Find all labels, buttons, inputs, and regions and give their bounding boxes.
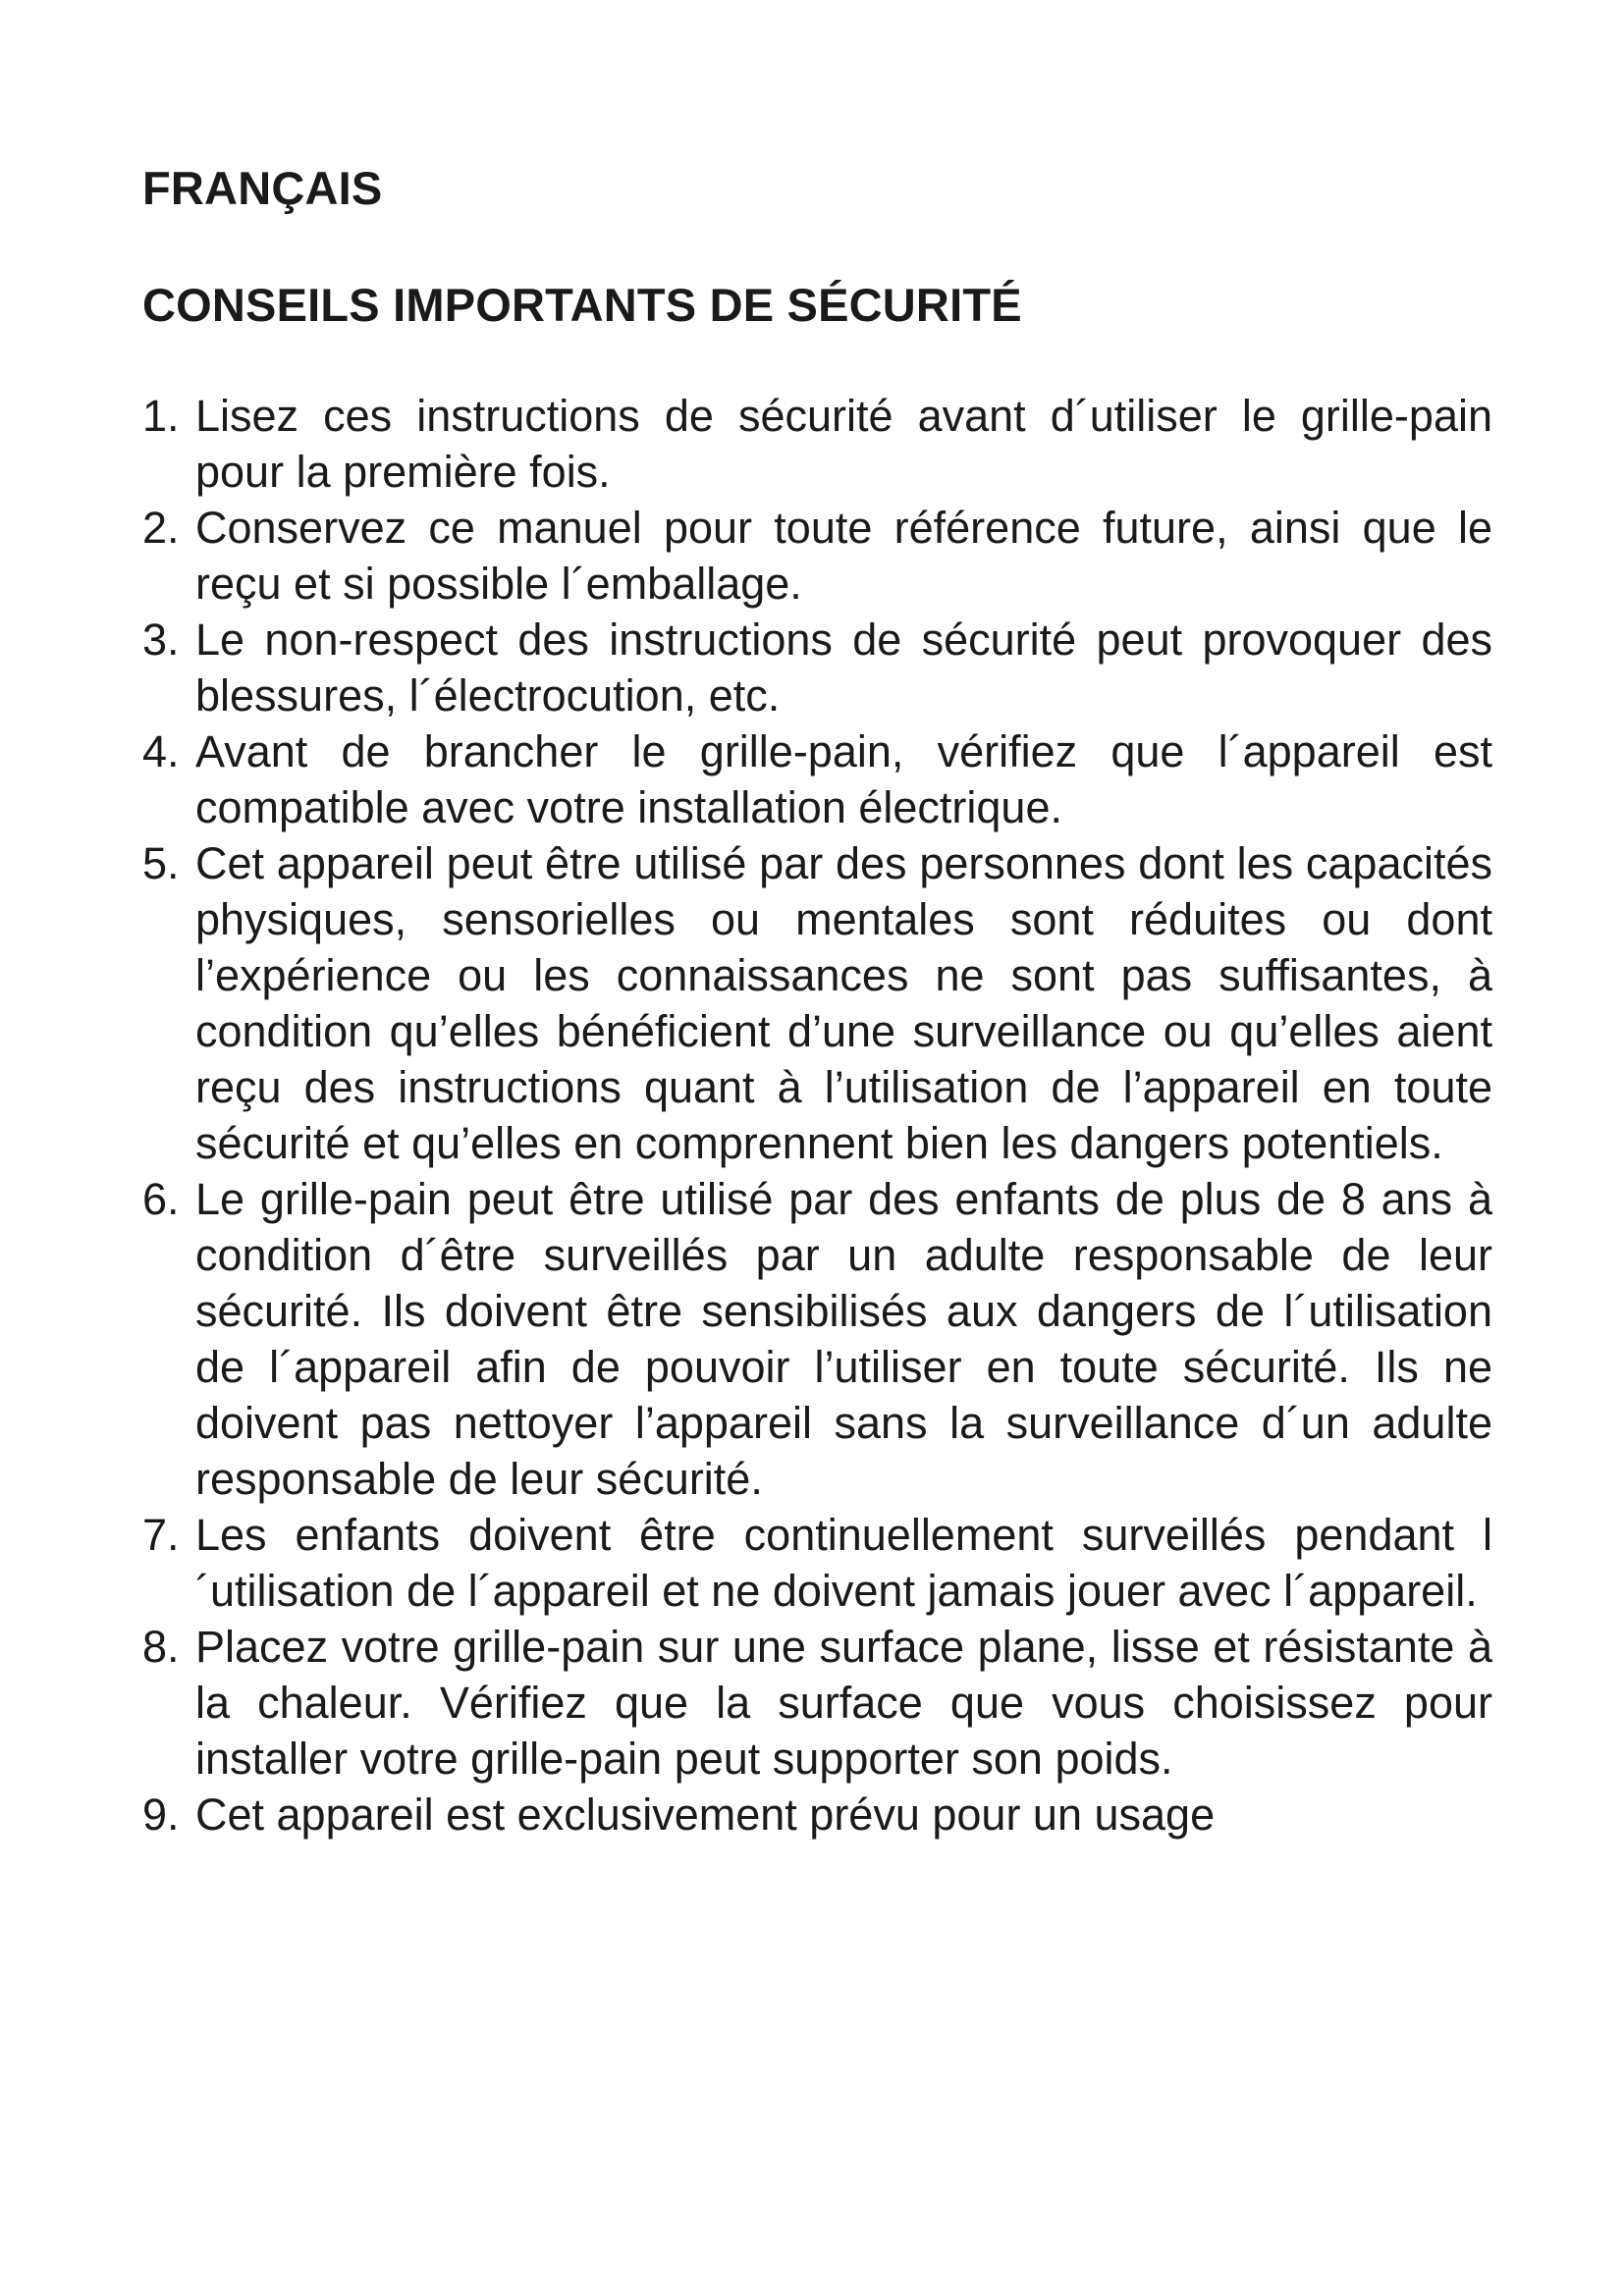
list-item-7 [142, 1507, 1492, 1619]
item-number: 6. [142, 1174, 180, 1224]
item-text: Avant de brancher le grille-pain, vérifiez que l´appareil est compatible avec votre installation électrique. [195, 726, 1492, 832]
item-text: Les enfants doivent être continuellement surveillés pendant l´utilisation de l´appareil et ne doivent jamais jouer avec l´appareil. [195, 1510, 1492, 1616]
list-item-6 [142, 1171, 1492, 1507]
item-text: Placez votre grille-pain sur une surface plane, lisse et résistante à la chaleur. Vérifiez que la surface que vous choisissez pour installer votre grille-pain peut supporter son poids. [195, 1622, 1492, 1784]
item-number: 7. [142, 1510, 180, 1560]
list-item-5 [142, 835, 1492, 1171]
list-item-8 [142, 1619, 1492, 1787]
safety-instructions-list [142, 388, 1492, 1842]
item-text: Le non-respect des instructions de sécurité peut provoquer des blessures, l´électrocution, etc. [195, 614, 1492, 721]
item-text: Cet appareil peut être utilisé par des personnes dont les capacités physiques, sensorielles ou mentales sont réduites ou dont l’expérience ou les connaissances ne sont pas suffisantes, à condition qu’elles bénéficient d’une surveillance ou qu’elles aient reçu des instructions quant à l’utilisation de l’appareil en toute sécurité et qu’elles en comprennent bien les dangers potentiels. [195, 838, 1492, 1168]
item-number: 8. [142, 1622, 180, 1672]
list-item-4 [142, 723, 1492, 835]
section-title: CONSEILS IMPORTANTS DE SÉCURITÉ [142, 279, 1022, 331]
language-heading: FRANÇAIS [142, 162, 383, 214]
item-text: Cet appareil est exclusivement prévu pour un usage [195, 1789, 1216, 1840]
list-item-1 [142, 388, 1492, 500]
list-item-9 [142, 1787, 1492, 1842]
item-number: 9. [142, 1789, 180, 1840]
item-text: Lisez ces instructions de sécurité avant d´utiliser le grille-pain pour la première fois. [195, 391, 1492, 497]
item-number: 2. [142, 503, 180, 553]
item-number: 4. [142, 726, 180, 776]
item-text: Conservez ce manuel pour toute référence future, ainsi que le reçu et si possible l´emballage. [195, 503, 1492, 609]
list-item-2 [142, 500, 1492, 612]
item-number: 1. [142, 391, 180, 441]
item-number: 3. [142, 614, 180, 665]
item-number: 5. [142, 838, 180, 888]
item-text: Le grille-pain peut être utilisé par des enfants de plus de 8 ans à condition d´être surveillés par un adulte responsable de leur sécurité. Ils doivent être sensibilisés aux dangers de l´utilisation de l´appareil afin de pouvoir l’utiliser en toute sécurité. Ils ne doivent pas nettoyer l’appareil sans la surveillance d´un adulte responsable de leur sécurité. [195, 1174, 1492, 1504]
list-item-3 [142, 612, 1492, 723]
